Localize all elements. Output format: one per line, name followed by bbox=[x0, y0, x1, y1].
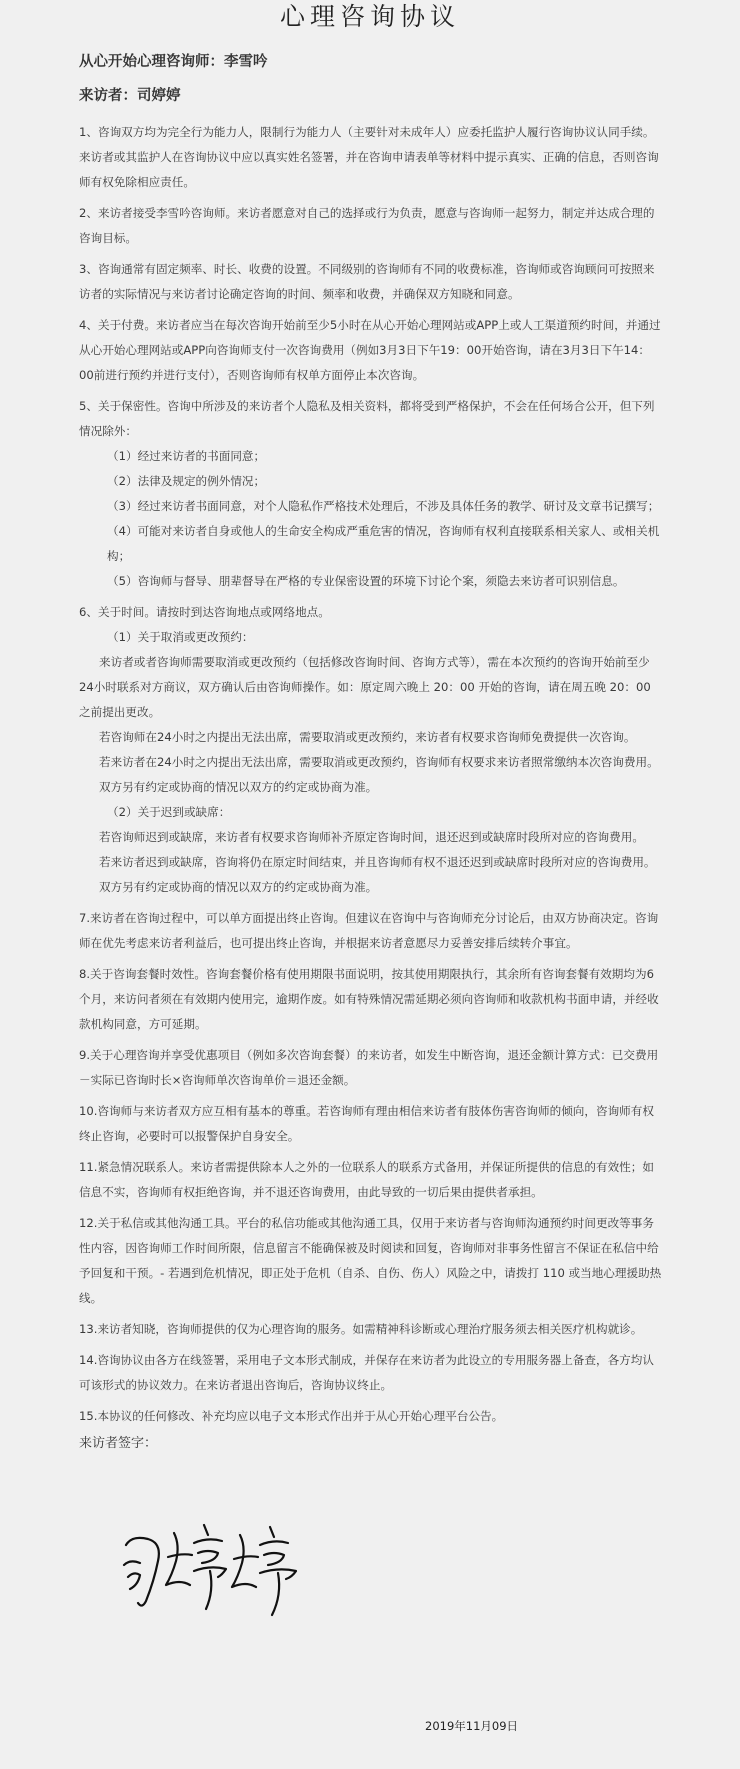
agreement-body bbox=[79, 120, 664, 1435]
clause-6-line: 若咨询师在24小时之内提出无法出席，需要取消或更改预约，来访者有权要求咨询师免费提供一次咨询。 bbox=[99, 730, 636, 744]
clause-9: 9.关于心理咨询并享受优惠项目（例如多次咨询套餐）的来访者，如发生中断咨询，退还金额计算方式：已交费用－实际已咨询时长×咨询师单次咨询单价＝退还金额。 bbox=[79, 1048, 659, 1087]
clause-14: 14.咨询协议由各方在线签署，采用电子文本形式制成，并保存在来访者为此设立的专用服务器上备查，各方均认可该形式的协议效力。在来访者退出咨询后，咨询协议终止。 bbox=[79, 1353, 654, 1392]
clause-5-item: （4）可能对来访者自身或他人的生命安全构成严重危害的情况，咨询师有权利直接联系相关家人、或相关机构； bbox=[107, 524, 660, 563]
signature-label: 来访者签字： bbox=[79, 1436, 158, 1451]
clause-6-line: 双方另有约定或协商的情况以双方的约定或协商为准。 bbox=[99, 880, 378, 894]
clause-10: 10.咨询师与来访者双方应互相有基本的尊重。若咨询师有理由相信来访者有肢体伤害咨询师的倾向，咨询师有权终止咨询，必要时可以报警保护自身安全。 bbox=[79, 1104, 654, 1143]
clause-4: 4、关于付费。来访者应当在每次咨询开始前至少5小时在从心开始心理网站或APP上或人工渠道预约时间，并通过从心开始心理网站或APP向咨询师支付一次咨询费用（例如3月3日下午19：00开始咨询，请在3月3日下午14：00前进行预约并进行支付），否则咨询师有权单方面停止本次咨询。 bbox=[79, 318, 661, 382]
clause-6-line: 若来访者迟到或缺席，咨询将仍在原定时间结束，并且咨询师有权不退还迟到或缺席时段所对应的咨询费用。 bbox=[99, 855, 656, 869]
clause-5: 5、关于保密性。咨询中所涉及的来访者个人隐私及相关资料，都将受到严格保护，不会在任何场合公开，但下列情况除外： （1）经过来访者的书面同意； （2）法律及规定的例外情况； （3）经过来访者书面同意，对个人隐私作严格技术处理后，不涉及具体任务的教学、研讨及文章书记撰写； （4）可能对来访者自身或他人的生命安全构成严重危害的情况，咨询师有权利直接联系相关家人、或相关机构； （5）咨询师与督导、朋辈督导在严格的专业保密设置的环境下讨论个案，须隐去来访者可识别信息。 bbox=[79, 394, 664, 594]
clause-5-item: （3）经过来访者书面同意，对个人隐私作严格技术处理后，不涉及具体任务的教学、研讨及文章书记撰写； bbox=[107, 499, 660, 513]
clause-5-item: （5）咨询师与督导、朋辈督导在严格的专业保密设置的环境下讨论个案，须隐去来访者可识别信息。 bbox=[107, 574, 625, 588]
handwritten-signature bbox=[118, 1505, 308, 1625]
visitor-line: 来访者：司婷婷 bbox=[79, 88, 181, 104]
clause-13: 13.来访者知晓，咨询师提供的仅为心理咨询的服务。如需精神科诊断或心理治疗服务须去相关医疗机构就诊。 bbox=[79, 1322, 643, 1336]
clause-1: 1、咨询双方均为完全行为能力人，限制行为能力人（主要针对未成年人）应委托监护人履行咨询协议认同手续。来访者或其监护人在咨询协议中应以真实姓名签署，并在咨询申请表单等材料中提示真实、正确的信息，否则咨询师有权免除相应责任。 bbox=[79, 125, 659, 189]
clause-6-subhead: （1）关于取消或更改预约： bbox=[107, 630, 254, 644]
clause-6-line: 双方另有约定或协商的情况以双方的约定或协商为准。 bbox=[99, 780, 378, 794]
document-title: 心理咨询协议 bbox=[279, 2, 460, 31]
clause-8: 8.关于咨询套餐时效性。咨询套餐价格有使用期限书面说明，按其使用期限执行，其余所有咨询套餐有效期均为6个月，来访问者须在有效期内使用完，逾期作废。如有特殊情况需延期必须向咨询师和收款机构书面申请，并经收款机构同意，方可延期。 bbox=[79, 967, 659, 1031]
counselor-line: 从心开始心理咨询师：李雪吟 bbox=[79, 54, 268, 70]
clause-6-subhead: （2）关于迟到或缺席： bbox=[107, 805, 231, 819]
clause-15: 15.本协议的任何修改、补充均应以电子文本形式作出并于从心开始心理平台公告。 bbox=[79, 1409, 504, 1423]
clause-5-item: （2）法律及规定的例外情况； bbox=[107, 474, 266, 488]
clause-2: 2、来访者接受李雪吟咨询师。来访者愿意对自己的选择或行为负责，愿意与咨询师一起努力，制定并达成合理的咨询目标。 bbox=[79, 206, 655, 245]
clause-12: 12.关于私信或其他沟通工具。平台的私信功能或其他沟通工具，仅用于来访者与咨询师沟通预约时间更改等事务性内容，因咨询师工作时间所限，信息留言不能确保被及时阅读和回复，咨询师对非事务性留言不保证在私信中给予回复和干预。- 若遇到危机情况，即正处于危机（自杀、自伤、伤人）风险之中，请拨打 110 或当地心理援助热线。 bbox=[79, 1216, 662, 1305]
clause-6-line: 若咨询师迟到或缺席，来访者有权要求咨询师补齐原定咨询时间，退还迟到或缺席时段所对应的咨询费用。 bbox=[99, 830, 644, 844]
clause-3: 3、咨询通常有固定频率、时长、收费的设置。不同级别的咨询师有不同的收费标准，咨询师或咨询顾问可按照来访者的实际情况与来访者讨论确定咨询的时间、频率和收费，并确保双方知晓和同意。 bbox=[79, 262, 655, 301]
clause-7: 7.来访者在咨询过程中，可以单方面提出终止咨询。但建议在咨询中与咨询师充分讨论后，由双方协商决定。咨询师在优先考虑来访者利益后，也可提出终止咨询，并根据来访者意愿尽力妥善安排后续转介事宜。 bbox=[79, 911, 659, 950]
signing-date: 2019年11月09日 bbox=[425, 1719, 519, 1733]
clause-5-item: （1）经过来访者的书面同意； bbox=[107, 449, 266, 463]
clause-6: 6、关于时间。请按时到达咨询地点或网络地点。 （1）关于取消或更改预约： 来访者或者咨询师需要取消或更改预约（包括修改咨询时间、咨询方式等），需在本次预约的咨询开始前至少24小时联系对方商议，双方确认后由咨询师操作。如：原定周六晚上 20：00 开始的咨询，请在周五晚 20：00 之前提出更改。 若咨询师在24小时之内提出无法出席，需要取消或更改预约，来访者有权要求咨询师免费提供一次咨询。 若来访者在24小时之内提出无法出席，需要取消或更改预约，咨询师有权要求来访者照常缴纳本次咨询费用。 双方另有约定或协商的情况以双方的约定或协商为准。 （2）关于迟到或缺席： 若咨询师迟到或缺席，来访者有权要求咨询师补齐原定咨询时间，退还迟到或缺席时段所对应的咨询费用。 若来访者迟到或缺席，咨询将仍在原定时间结束，并且咨询师有权不退还迟到或缺席时段所对应的咨询费用。 双方另有约定或协商的情况以双方的约定或协商为准。 bbox=[79, 600, 664, 900]
clause-11: 11.紧急情况联系人。来访者需提供除本人之外的一位联系人的联系方式备用，并保证所提供的信息的有效性；如信息不实，咨询师有权拒绝咨询，并不退还咨询费用，由此导致的一切后果由提供者承担。 bbox=[79, 1160, 654, 1199]
clause-6-line: 若来访者在24小时之内提出无法出席，需要取消或更改预约，咨询师有权要求来访者照常缴纳本次咨询费用。 bbox=[99, 755, 659, 769]
clause-6-paragraph: 来访者或者咨询师需要取消或更改预约（包括修改咨询时间、咨询方式等），需在本次预约的咨询开始前至少24小时联系对方商议，双方确认后由咨询师操作。如：原定周六晚上 20：00 开始的咨询，请在周五晚 20：00 之前提出更改。 bbox=[79, 655, 651, 719]
